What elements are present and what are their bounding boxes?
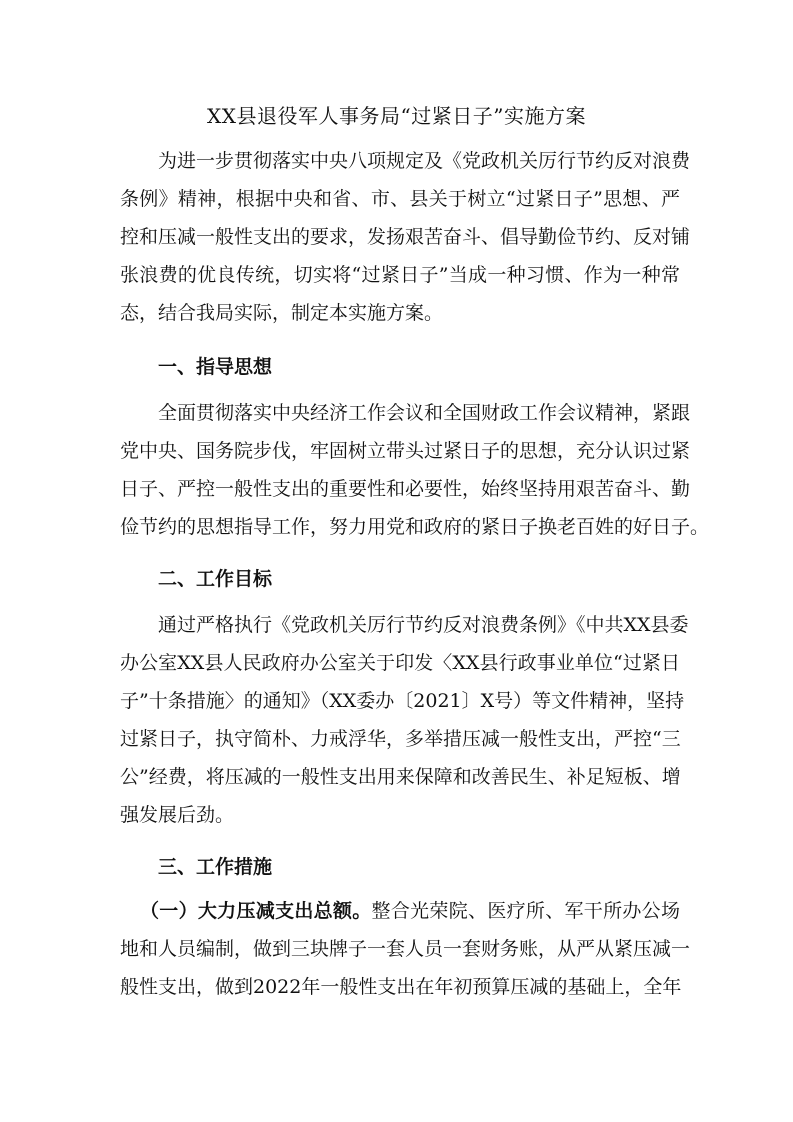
section2-line-1: 通过严格执行《党政机关厉行节约反对浪费条例》《中共XX县委 <box>158 614 689 636</box>
section2-line-2: 办公室XX县人民政府办公室关于印发〈XX县行政事业单位“过紧日 <box>120 652 680 674</box>
section1-line-3: 日子、严控一般性支出的重要性和必要性，始终坚持用艰苦奋斗、勤 <box>120 478 691 500</box>
section1-line-4: 俭节约的思想指导工作，努力用党和政府的紧日子换老百姓的好日子。 <box>120 516 710 538</box>
section3-sub1-line-2: 地和人员编制，做到三块牌子一套人员一套财务账，从严从紧压减一 <box>120 938 691 960</box>
intro-line-2: 条例》精神，根据中央和省、市、县关于树立“过紧日子”思想、严 <box>120 188 680 210</box>
intro-line-3: 控和压减一般性支出的要求，发扬艰苦奋斗、倡导勤俭节约、反对铺 <box>120 226 691 248</box>
section-heading-guiding-thought: 一、指导思想 <box>158 356 273 378</box>
intro-line-4: 张浪费的优良传统，切实将“过紧日子”当成一种习惯、作为一种常 <box>120 264 680 286</box>
intro-line-5: 态，结合我局实际，制定本实施方案。 <box>120 302 444 324</box>
section3-sub1-line-3: 般性支出，做到2022年一般性支出在年初预算压减的基础上，全年 <box>120 976 682 998</box>
section3-sub1-line-1 <box>140 896 680 926</box>
section2-line-3: 子”十条措施〉的通知》（XX委办〔2021〕X号）等文件精神，坚持 <box>120 690 685 712</box>
section-heading-work-goals: 二、工作目标 <box>158 568 273 590</box>
section1-line-2: 党中央、国务院步伐，牢固树立带头过紧日子的思想，充分认识过紧 <box>120 440 691 462</box>
section-heading-work-measures: 三、工作措施 <box>158 856 273 878</box>
section2-line-6: 强发展后劲。 <box>120 804 235 826</box>
section2-line-4: 过紧日子，执守简朴、力戒浮华，多举措压减一般性支出，严控“三 <box>120 728 681 750</box>
intro-line-1: 为进一步贯彻落实中央八项规定及《党政机关厉行节约反对浪费 <box>158 150 691 172</box>
section2-line-5: 公”经费，将压减的一般性支出用来保障和改善民生、补足短板、增 <box>120 766 681 788</box>
section1-line-1: 全面贯彻落实中央经济工作会议和全国财政工作会议精神，紧跟 <box>158 402 691 424</box>
document-title: XX县退役军人事务局“过紧日子”实施方案 <box>207 104 586 128</box>
subsection-text-start: 整合光荣院、医疗所、军干所办公场 <box>371 900 680 922</box>
subsection-title-reduce-spending: （一）大力压减支出总额。 <box>140 900 372 922</box>
